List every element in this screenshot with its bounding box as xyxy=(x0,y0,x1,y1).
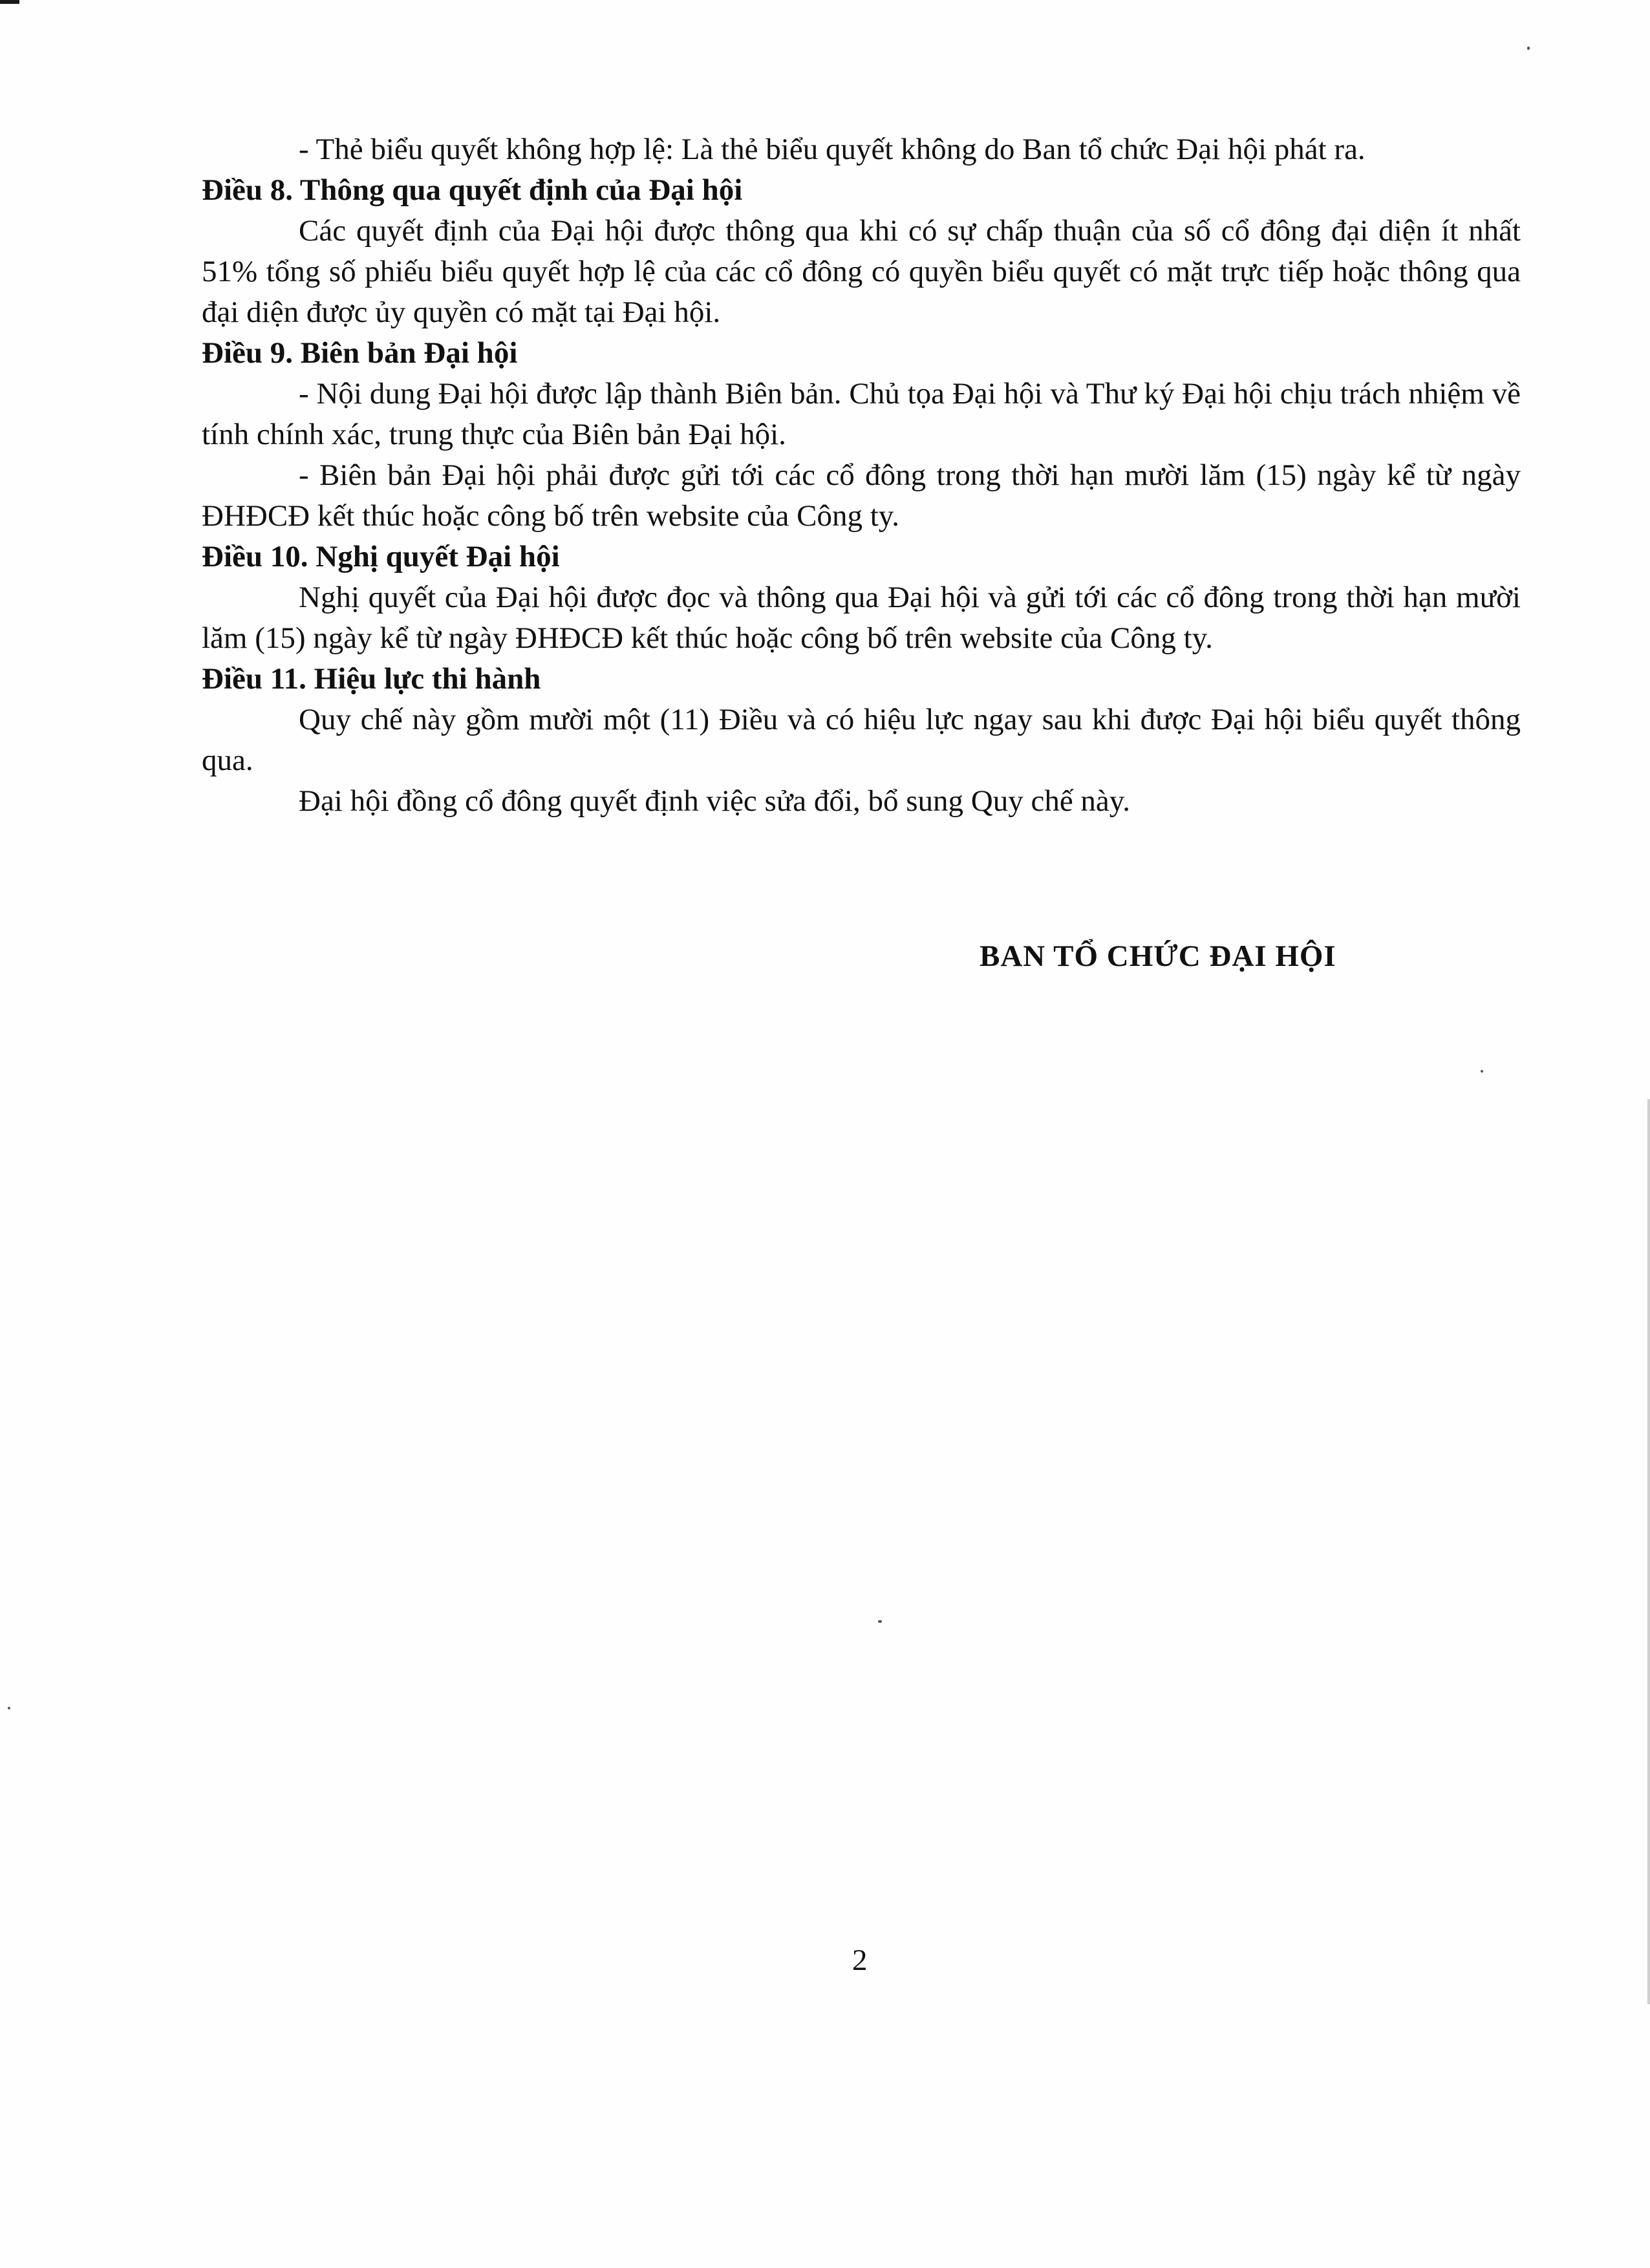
heading-article-10: Điều 10. Nghị quyết Đại hội xyxy=(202,540,560,573)
document-body xyxy=(202,129,1521,822)
heading-article-8: Điều 8. Thông qua quyết định của Đại hội xyxy=(202,173,743,207)
scan-speck xyxy=(1481,1070,1483,1073)
scan-speck xyxy=(1527,47,1530,50)
paragraph-article-8: Các quyết định của Đại hội được thông qua khi có sự chấp thuận của số cổ đông đại diện ít nhất 51% tổng số phiếu biểu quyết hợp lệ của các cổ đông có quyền biểu quyết có mặt trực tiếp hoặc thông qua đại diện được ủy quyền có mặt tại Đại hội. xyxy=(202,214,1521,329)
paragraph-article-11-effect: Quy chế này gồm mười một (11) Điều và có hiệu lực ngay sau khi được Đại hội biểu quyết thông qua. xyxy=(202,703,1521,777)
heading-article-11: Điều 11. Hiệu lực thi hành xyxy=(202,662,541,696)
page-number: 2 xyxy=(852,1943,868,1977)
paragraph-article-11-amendment: Đại hội đồng cổ đông quyết định việc sửa đổi, bổ sung Quy chế này. xyxy=(299,784,1130,818)
scan-speck xyxy=(8,1707,10,1709)
paragraph-article-10: Nghị quyết của Đại hội được đọc và thông qua Đại hội và gửi tới các cổ đông trong thời hạn mười lăm (15) ngày kể từ ngày ĐHĐCĐ kết thúc hoặc công bố trên website của Công ty. xyxy=(202,581,1521,655)
paragraph-article-9-minutes-content: - Nội dung Đại hội được lập thành Biên bản. Chủ tọa Đại hội và Thư ký Đại hội chịu trách nhiệm về tính chính xác, trung thực của Biên bản Đại hội. xyxy=(202,377,1521,451)
scan-edge-shadow xyxy=(1647,1099,1650,2004)
heading-article-9: Điều 9. Biên bản Đại hội xyxy=(202,336,518,370)
scan-speck xyxy=(878,1620,882,1623)
scan-edge-mark xyxy=(0,0,19,4)
paragraph-invalid-ballot: - Thẻ biểu quyết không hợp lệ: Là thẻ biểu quyết không do Ban tổ chức Đại hội phát ra. xyxy=(299,133,1366,166)
signature-organizing-committee: BAN TỔ CHỨC ĐẠI HỘI xyxy=(980,939,1336,973)
paragraph-article-9-minutes-delivery: - Biên bản Đại hội phải được gửi tới các cổ đông trong thời hạn mười lăm (15) ngày kể từ ngày ĐHĐCĐ kết thúc hoặc công bố trên website của Công ty. xyxy=(202,458,1521,533)
